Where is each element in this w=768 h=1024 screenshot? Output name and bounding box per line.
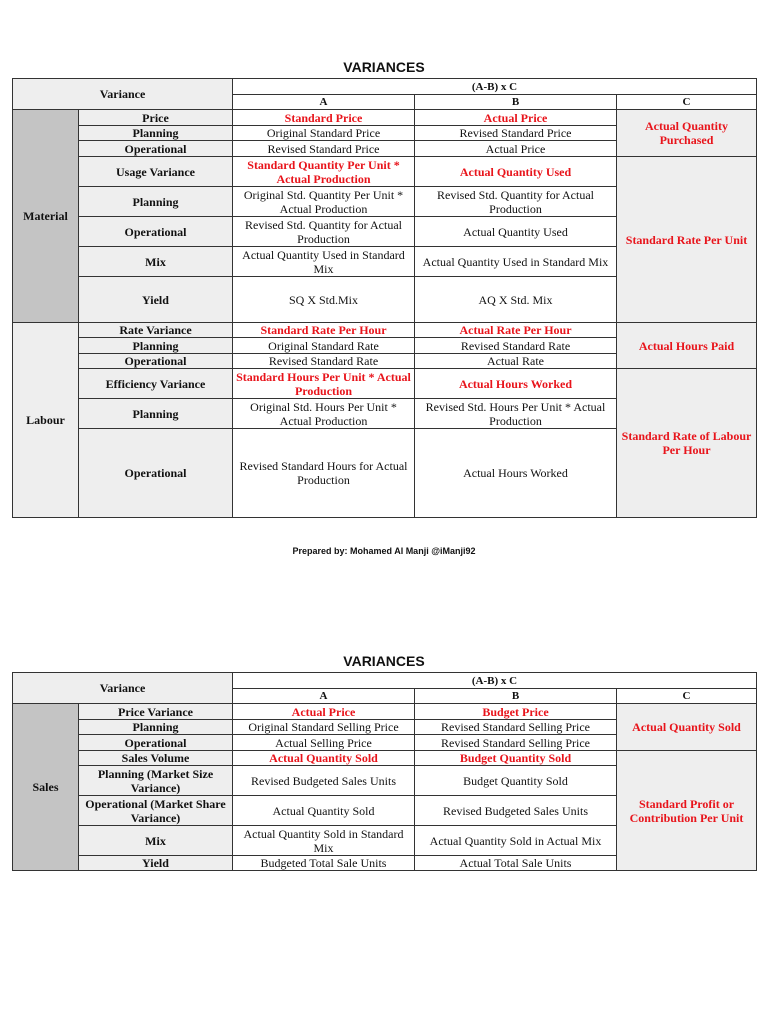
cell-b: Actual Price: [415, 141, 617, 157]
cell-a: Original Standard Rate: [233, 338, 415, 354]
row-name: Planning: [79, 399, 233, 429]
column-b-header: B: [415, 95, 617, 110]
formula-header: (A-B) x C: [233, 673, 757, 689]
row-name: Sales Volume: [79, 751, 233, 766]
cell-c: Standard Profit or Contribution Per Unit: [617, 751, 757, 871]
cell-b: Revised Standard Selling Price: [415, 720, 617, 735]
cell-a: Standard Hours Per Unit * Actual Production: [233, 369, 415, 399]
cell-b: Budget Quantity Sold: [415, 751, 617, 766]
row-name: Planning: [79, 338, 233, 354]
row-name: Planning: [79, 187, 233, 217]
page-title: VARIANCES: [343, 59, 425, 75]
cell-b: Revised Standard Selling Price: [415, 735, 617, 751]
page-title-sales: VARIANCES: [343, 653, 425, 669]
cell-a: Original Standard Price: [233, 126, 415, 141]
row-name: Price Variance: [79, 704, 233, 720]
column-a-header: A: [233, 689, 415, 704]
row-name: Operational: [79, 354, 233, 369]
column-a-header: A: [233, 95, 415, 110]
cell-c: Actual Hours Paid: [617, 323, 757, 369]
cell-a: Original Std. Hours Per Unit * Actual Production: [233, 399, 415, 429]
cell-a: Actual Quantity Sold in Standard Mix: [233, 826, 415, 856]
cell-b: Revised Std. Hours Per Unit * Actual Production: [415, 399, 617, 429]
row-name: Price: [79, 110, 233, 126]
cell-b: Actual Quantity Sold in Actual Mix: [415, 826, 617, 856]
cell-b: Actual Quantity Used in Standard Mix: [415, 247, 617, 277]
cell-a: Actual Price: [233, 704, 415, 720]
row-name: Mix: [79, 247, 233, 277]
row-name: Operational: [79, 429, 233, 518]
column-c-header: C: [617, 95, 757, 110]
prepared-by-credit: Prepared by: Mohamed Al Manji @iManji92: [292, 546, 476, 556]
cell-b: Actual Rate: [415, 354, 617, 369]
cell-a: Revised Standard Hours for Actual Production: [233, 429, 415, 518]
cell-a: Standard Price: [233, 110, 415, 126]
cell-c: Standard Rate Per Unit: [617, 157, 757, 323]
row-name: Operational (Market Share Variance): [79, 796, 233, 826]
cell-b: Actual Price: [415, 110, 617, 126]
cell-a: Actual Quantity Used in Standard Mix: [233, 247, 415, 277]
row-name: Efficiency Variance: [79, 369, 233, 399]
cell-b: Actual Hours Worked: [415, 429, 617, 518]
row-name: Mix: [79, 826, 233, 856]
cell-a: Actual Quantity Sold: [233, 796, 415, 826]
cell-a: Original Standard Selling Price: [233, 720, 415, 735]
cell-b: AQ X Std. Mix: [415, 277, 617, 323]
column-c-header: C: [617, 689, 757, 704]
category-material: Material: [13, 110, 79, 323]
cell-b: Actual Rate Per Hour: [415, 323, 617, 338]
cell-a: Revised Standard Price: [233, 141, 415, 157]
cell-b: Actual Quantity Used: [415, 157, 617, 187]
cell-c: Actual Quantity Sold: [617, 704, 757, 751]
cell-a: SQ X Std.Mix: [233, 277, 415, 323]
cell-c: Standard Rate of Labour Per Hour: [617, 369, 757, 518]
row-name: Planning: [79, 126, 233, 141]
variance-table-material-labour: [12, 78, 757, 518]
cell-a: Actual Quantity Sold: [233, 751, 415, 766]
cell-b: Revised Std. Quantity for Actual Production: [415, 187, 617, 217]
row-name: Operational: [79, 141, 233, 157]
cell-b: Revised Standard Price: [415, 126, 617, 141]
cell-b: Revised Standard Rate: [415, 338, 617, 354]
cell-a: Standard Quantity Per Unit * Actual Production: [233, 157, 415, 187]
row-name: Planning (Market Size Variance): [79, 766, 233, 796]
cell-a: Revised Budgeted Sales Units: [233, 766, 415, 796]
cell-a: Original Std. Quantity Per Unit * Actual Production: [233, 187, 415, 217]
category-sales: Sales: [13, 704, 79, 871]
row-name: Operational: [79, 217, 233, 247]
cell-a: Revised Standard Rate: [233, 354, 415, 369]
cell-a: Actual Selling Price: [233, 735, 415, 751]
variance-header: Variance: [13, 79, 233, 110]
cell-b: Actual Total Sale Units: [415, 856, 617, 871]
row-name: Rate Variance: [79, 323, 233, 338]
variance-table-sales: [12, 672, 757, 871]
row-name: Yield: [79, 856, 233, 871]
category-labour: Labour: [13, 323, 79, 518]
cell-c: Actual Quantity Purchased: [617, 110, 757, 157]
cell-b: Budget Quantity Sold: [415, 766, 617, 796]
row-name: Operational: [79, 735, 233, 751]
row-name: Usage Variance: [79, 157, 233, 187]
cell-a: Budgeted Total Sale Units: [233, 856, 415, 871]
cell-b: Actual Hours Worked: [415, 369, 617, 399]
column-b-header: B: [415, 689, 617, 704]
cell-b: Actual Quantity Used: [415, 217, 617, 247]
row-name: Planning: [79, 720, 233, 735]
row-name: Yield: [79, 277, 233, 323]
cell-b: Budget Price: [415, 704, 617, 720]
cell-b: Revised Budgeted Sales Units: [415, 796, 617, 826]
cell-a: Standard Rate Per Hour: [233, 323, 415, 338]
formula-header: (A-B) x C: [233, 79, 757, 95]
cell-a: Revised Std. Quantity for Actual Production: [233, 217, 415, 247]
variance-header: Variance: [13, 673, 233, 704]
